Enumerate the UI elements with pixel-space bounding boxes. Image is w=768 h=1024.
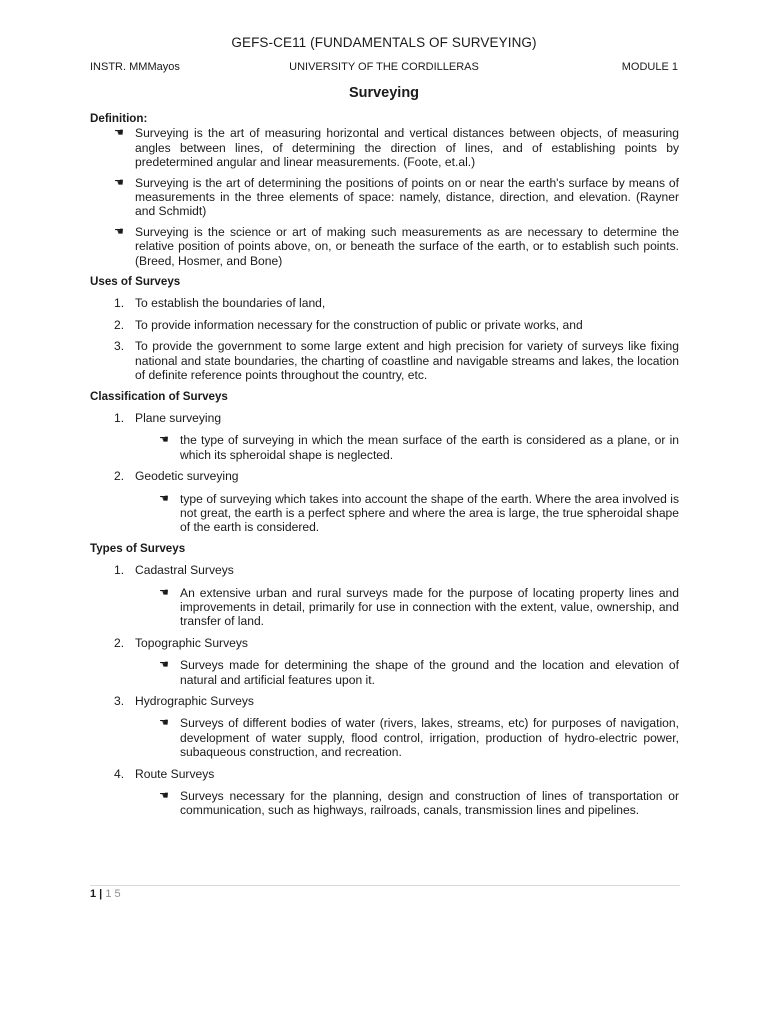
sub-bullet-item <box>90 433 679 462</box>
item-number: 1. <box>114 410 125 425</box>
definition-item <box>90 225 679 268</box>
hand-pointing-icon: ☚ <box>159 492 169 505</box>
definition-text: Surveying is the science or art of making such measurements as are necessary to determine the relative position of points above, on, or beneath the surface of the earth, or to establish such points. (Breed, Hosmer, and Bone) <box>135 224 679 268</box>
item-title: Geodetic surveying <box>135 469 239 484</box>
item-title: Route Surveys <box>135 766 215 781</box>
item-number: 3. <box>114 339 125 354</box>
item-title: Topographic Surveys <box>135 635 248 650</box>
definition-item <box>90 126 679 169</box>
item-text: To provide the government to some large extent and high precision for variety of surveys like fixing national and state boundaries, the charting of coastline and navigable streams and lakes, the location of definite reference points throughout the country, etc. <box>135 339 679 383</box>
course-title: GEFS-CE11 (FUNDAMENTALS OF SURVEYING) <box>231 35 537 50</box>
instructor-name: INSTR. MMMayos <box>90 61 180 73</box>
hand-pointing-icon: ☚ <box>159 790 169 803</box>
list-item <box>90 296 679 310</box>
page-title: Surveying <box>348 85 420 101</box>
hand-pointing-icon: ☚ <box>159 586 169 599</box>
page-footer <box>90 888 121 900</box>
hand-pointing-icon: ☚ <box>114 225 124 238</box>
item-title: Plane surveying <box>135 410 222 425</box>
sub-bullet-item <box>90 586 679 629</box>
item-number: 2. <box>114 635 125 650</box>
definition-text: Surveying is the art of determining the positions of points on or near the earth's surface by means of measurements in the three elements of space: namely, distance, direction, and elevation. (Rayner and Schmidt) <box>135 175 679 219</box>
item-number: 3. <box>114 694 125 708</box>
list-item <box>90 469 679 483</box>
university-name: UNIVERSITY OF THE CORDILLERAS <box>289 61 479 73</box>
hand-pointing-icon: ☚ <box>159 717 169 730</box>
classification-heading: Classification of Surveys <box>90 389 228 403</box>
hand-pointing-icon: ☚ <box>159 659 169 672</box>
item-text: To provide information necessary for the construction of public or private works, and <box>135 317 583 332</box>
hand-pointing-icon: ☚ <box>159 434 169 447</box>
sub-bullet-item <box>90 716 679 759</box>
list-item <box>90 318 679 332</box>
item-description: Surveys of different bodies of water (rivers, lakes, streams, etc) for purposes of navigation, development of water supply, flood control, irrigation, production of hydro-electric power, subaqueous construction, and recreation. <box>180 716 679 760</box>
uses-heading: Uses of Surveys <box>90 275 181 289</box>
list-item <box>90 694 679 708</box>
list-item <box>90 411 679 425</box>
page-separator: | <box>96 888 106 900</box>
item-title: Cadastral Surveys <box>135 563 234 578</box>
page-total: 1 5 <box>105 888 121 900</box>
sub-bullet-item <box>90 492 679 535</box>
list-item <box>90 767 679 781</box>
item-number: 2. <box>114 469 125 484</box>
module-label: MODULE 1 <box>621 61 678 73</box>
list-item <box>90 339 679 382</box>
types-heading: Types of Surveys <box>90 541 186 555</box>
document-body <box>90 112 679 818</box>
definition-heading: Definition: <box>90 112 148 125</box>
list-item <box>90 636 679 650</box>
item-title: Hydrographic Surveys <box>135 694 254 708</box>
sub-bullet-item <box>90 658 679 687</box>
item-number: 1. <box>114 563 125 578</box>
hand-pointing-icon: ☚ <box>114 127 124 140</box>
item-number: 4. <box>114 766 125 781</box>
item-description: the type of surveying in which the mean surface of the earth is considered as a plane, or in which its spheroidal shape is neglected. <box>180 433 679 462</box>
item-text: To establish the boundaries of land, <box>135 296 326 311</box>
footer-divider <box>90 885 680 886</box>
sub-bullet-item <box>90 789 679 818</box>
item-description: Surveys made for determining the shape of the ground and the location and elevation of natural and artificial features upon it. <box>180 658 679 687</box>
definition-text: Surveying is the art of measuring horizontal and vertical distances between objects, of measuring angles between lines, of determining the direction of lines, and of establishing points by predetermined angular and linear measurements. (Foote, et.al.) <box>135 126 679 170</box>
item-number: 1. <box>114 296 125 311</box>
item-description: Surveys necessary for the planning, design and construction of lines of transportation or communication, such as highways, railroads, canals, transmission lines and pipelines. <box>180 789 679 818</box>
hand-pointing-icon: ☚ <box>114 176 124 189</box>
item-description: An extensive urban and rural surveys made for the purpose of locating property lines and improvements in detail, primarily for use in connection with the extent, value, ownership, and transfer of land. <box>180 585 679 629</box>
page-number: 1 <box>90 888 97 900</box>
item-description: type of surveying which takes into account the shape of the earth. Where the area involved is not great, the earth is a perfect sphere and where the area is large, the true spheroidal shape of the earth is considered. <box>180 491 679 535</box>
item-number: 2. <box>114 317 125 332</box>
definition-item <box>90 176 679 219</box>
list-item <box>90 563 679 577</box>
